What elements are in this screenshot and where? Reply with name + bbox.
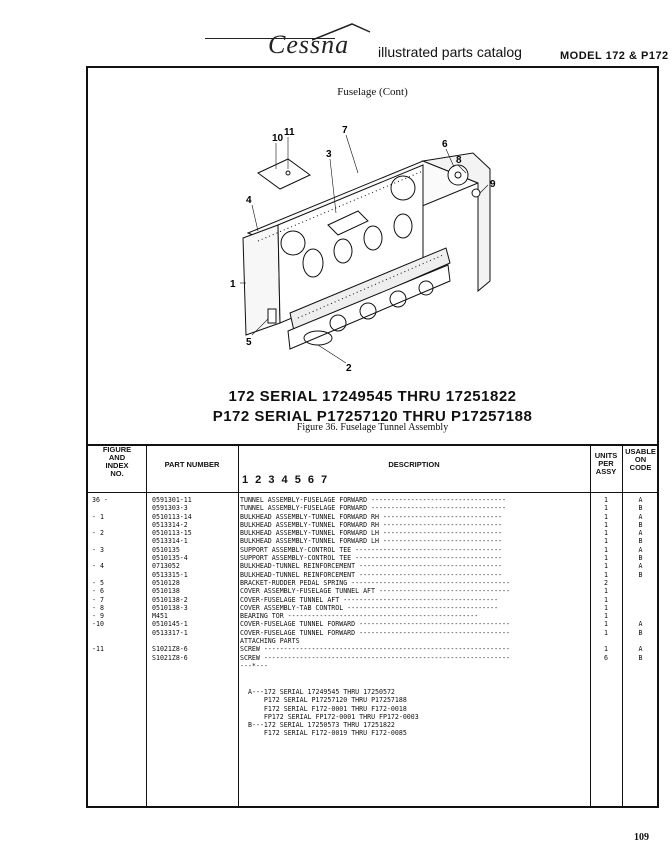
fuselage-tunnel-illustration [218,113,528,373]
description-cell: BULKHEAD-TUNNEL REINFORCEMENT ------------------------------------ [240,570,503,579]
part-number-cell: 0510128 [152,578,180,587]
table-row [88,513,657,521]
part-number-cell: 0510113-14 [152,512,192,521]
header-part-number: PART NUMBER [164,460,220,469]
figure-index-cell: - 9 [92,612,104,621]
note-line: F172 SERIAL F172-0001 THRU F172-0018 [248,704,407,713]
part-number-cell: 0510113-15 [152,529,192,538]
header-usable-line: CODE [629,463,652,472]
part-number-cell: 0510138-3 [152,603,188,612]
units-cell: 1 [604,554,608,563]
table-row [88,579,657,587]
usable-code-cell: A [638,545,643,554]
usable-code-cell: A [638,645,643,654]
header-usable-on-code [622,448,659,472]
table-row [88,604,657,612]
table-row [88,637,657,645]
units-cell: 1 [604,512,608,521]
usable-code-cell: B [638,628,643,637]
figure-title: Figure 36. Fuselage Tunnel Assembly [296,422,449,433]
table-row [88,571,657,579]
usable-code-cell: A [638,562,643,571]
part-number-cell: 0510145-1 [152,620,188,629]
usable-code-cell: B [638,554,643,563]
note-line: P172 SERIAL P17257120 THRU P17257188 [248,696,407,705]
usable-code-cell: B [638,537,643,546]
description-cell: BULKHEAD ASSEMBLY-TUNNEL FORWARD RH ------------------------------ [240,520,503,529]
figure-index-cell: - 6 [92,587,104,596]
units-cell: 1 [604,537,608,546]
table-header-rule [88,492,657,493]
page-number: 109 [634,832,649,843]
description-cell: BRACKET-RUDDER PEDAL SPRING ---------------------------------------- [240,578,510,587]
table-row [88,662,657,670]
serial-range-172: 172 SERIAL 17249545 THRU 17251822 [228,388,517,405]
usable-code-cell: A [638,496,643,504]
usable-code-cell: B [638,570,643,579]
table-row [88,546,657,554]
header-units-per-assy [590,452,622,476]
description-cell: BULKHEAD ASSEMBLY-TUNNEL FORWARD LH ------------------------------ [240,529,503,538]
header-usable-line: ON [634,455,647,464]
table-row [88,620,657,628]
callout-5: 5 [246,337,252,348]
units-cell: 1 [604,520,608,529]
units-cell: 1 [604,570,608,579]
header-units-line: PER [598,459,614,468]
table-row [88,521,657,529]
callout-7: 7 [342,125,348,136]
figure-index-cell: 36 - [92,496,108,504]
figure-index-cell: - 8 [92,603,104,612]
description-cell: COVER-FUSELAGE TUNNEL AFT --------------------------------------- [240,595,499,604]
units-cell: 1 [604,628,608,637]
table-row [88,587,657,595]
callout-9: 9 [490,179,496,190]
units-cell: 1 [604,645,608,654]
header-units-line: UNITS [594,451,618,460]
figure-index-cell: - 3 [92,545,104,554]
units-cell: 1 [604,595,608,604]
units-cell: 1 [604,545,608,554]
part-number-cell: 0513315-1 [152,570,188,579]
figure-index-cell: - 1 [92,512,104,521]
model-label: MODEL 172 & P172 [560,50,669,62]
usability-notes [248,688,419,738]
catalog-title: illustrated parts catalog [378,44,522,60]
header-figure-line: INDEX [105,461,129,470]
part-number-cell: S1021Z8-6 [152,653,188,662]
header-usable-line: USABLE [625,447,656,456]
description-cell: COVER ASSEMBLY-TAB CONTROL -------------------------------------- [240,603,499,612]
header-figure-line: FIGURE [102,445,132,454]
part-number-cell: 0510138 [152,587,180,596]
units-cell: 1 [604,587,608,596]
figure-index-cell: - 7 [92,595,104,604]
table-row [88,529,657,537]
part-number-cell: 0513317-1 [152,628,188,637]
figure-caption-top: Fuselage (Cont) [337,86,408,98]
table-row [88,537,657,545]
table-row [88,496,657,504]
part-number-cell: 0510135-4 [152,554,188,563]
header-figure-index [88,446,146,478]
callout-2: 2 [346,363,352,373]
description-cell: COVER-FUSELAGE TUNNEL FORWARD -------------------------------------- [240,620,510,629]
usable-code-cell: A [638,620,643,629]
callout-11: 11 [284,127,295,138]
table-row [88,654,657,662]
callout-8: 8 [456,155,462,166]
header-figure-line: AND [108,453,126,462]
callout-4: 4 [246,195,252,206]
figure-frame [86,66,659,808]
description-cell: BULKHEAD ASSEMBLY-TUNNEL FORWARD RH ------------------------------ [240,512,503,521]
description-cell: ---*--- [240,661,268,670]
description-cell: SCREW -------------------------------------------------------------- [240,653,510,662]
parts-table-body [88,496,657,670]
description-cell: SUPPORT ASSEMBLY-CONTROL TEE ------------------------------------- [240,545,503,554]
units-cell: 1 [604,504,608,513]
usable-code-cell: B [638,520,643,529]
units-cell: 1 [604,612,608,621]
units-cell: 1 [604,529,608,538]
description-cell: COVER ASSEMBLY-FUSELAGE TUNNEL AFT --------------------------------- [240,587,510,596]
units-cell: 1 [604,562,608,571]
units-cell: 2 [604,578,608,587]
figure-index-cell: - 4 [92,562,104,571]
figure-index-cell: -10 [92,620,104,629]
part-number-cell: M451 [152,612,168,621]
brand-logo: Cessna [268,30,350,59]
usable-code-cell: B [638,653,643,662]
part-number-cell: 0591301-11 [152,496,192,504]
header-units-line: ASSY [595,467,617,476]
table-row [88,554,657,562]
part-number-cell: S1021Z8-6 [152,645,188,654]
callout-10: 10 [272,133,284,144]
units-cell: 1 [604,620,608,629]
description-cell: TUNNEL ASSEMBLY-FUSELAGE FORWARD ---------------------------------- [240,496,506,504]
header-description: DESCRIPTION [388,460,440,469]
callout-6: 6 [442,139,448,150]
usable-code-cell: A [638,529,643,538]
callout-1: 1 [230,279,236,290]
units-cell: 6 [604,653,608,662]
units-cell: 1 [604,603,608,612]
description-cell: TUNNEL ASSEMBLY-FUSELAGE FORWARD ---------------------------------- [240,504,506,513]
description-cell: BEARING TOR ------------------------------------------------ [240,612,479,621]
part-number-cell: 0513314-2 [152,520,188,529]
units-cell: 1 [604,496,608,504]
serial-range-p172: P172 SERIAL P17257120 THRU P17257188 [212,408,533,425]
note-line: FP172 SERIAL FP172-0001 THRU FP172-0003 [248,712,419,721]
description-cell: SCREW -------------------------------------------------------------- [240,645,510,654]
figure-index-cell: -11 [92,645,104,654]
header-figure-line: NO. [110,469,124,478]
description-cell: BULKHEAD ASSEMBLY-TUNNEL FORWARD LH ------------------------------ [240,537,503,546]
description-cell: SUPPORT ASSEMBLY-CONTROL TEE ------------------------------------- [240,554,503,563]
table-row [88,645,657,653]
table-row [88,612,657,620]
header-indent-digits: 1 2 3 4 5 6 7 [242,474,330,486]
table-row [88,629,657,637]
description-cell: BULKHEAD-TUNNEL REINFORCEMENT ------------------------------------ [240,562,503,571]
description-cell: ATTACHING PARTS [240,637,300,646]
table-top-rule [88,444,657,446]
note-line: F172 SERIAL F172-0019 THRU F172-0085 [248,729,407,738]
note-line: A---172 SERIAL 17249545 THRU 17250572 [248,688,395,696]
part-number-cell: 0591303-3 [152,504,188,513]
part-number-cell: 0510138-2 [152,595,188,604]
figure-index-cell: - 2 [92,529,104,538]
usable-code-cell: A [638,512,643,521]
table-row [88,562,657,570]
table-row [88,596,657,604]
tunnel-structure-drawing [243,153,490,349]
part-number-cell: 0513314-1 [152,537,188,546]
page-header [0,0,672,64]
table-row [88,504,657,512]
callout-3: 3 [326,149,332,160]
description-cell: COVER-FUSELAGE TUNNEL FORWARD -------------------------------------- [240,628,510,637]
figure-index-cell: - 5 [92,578,104,587]
usable-code-cell: B [638,504,643,513]
part-number-cell: 0510135 [152,545,180,554]
part-number-cell: 0713052 [152,562,180,571]
note-line: B---172 SERIAL 17250573 THRU 17251822 [248,721,395,730]
